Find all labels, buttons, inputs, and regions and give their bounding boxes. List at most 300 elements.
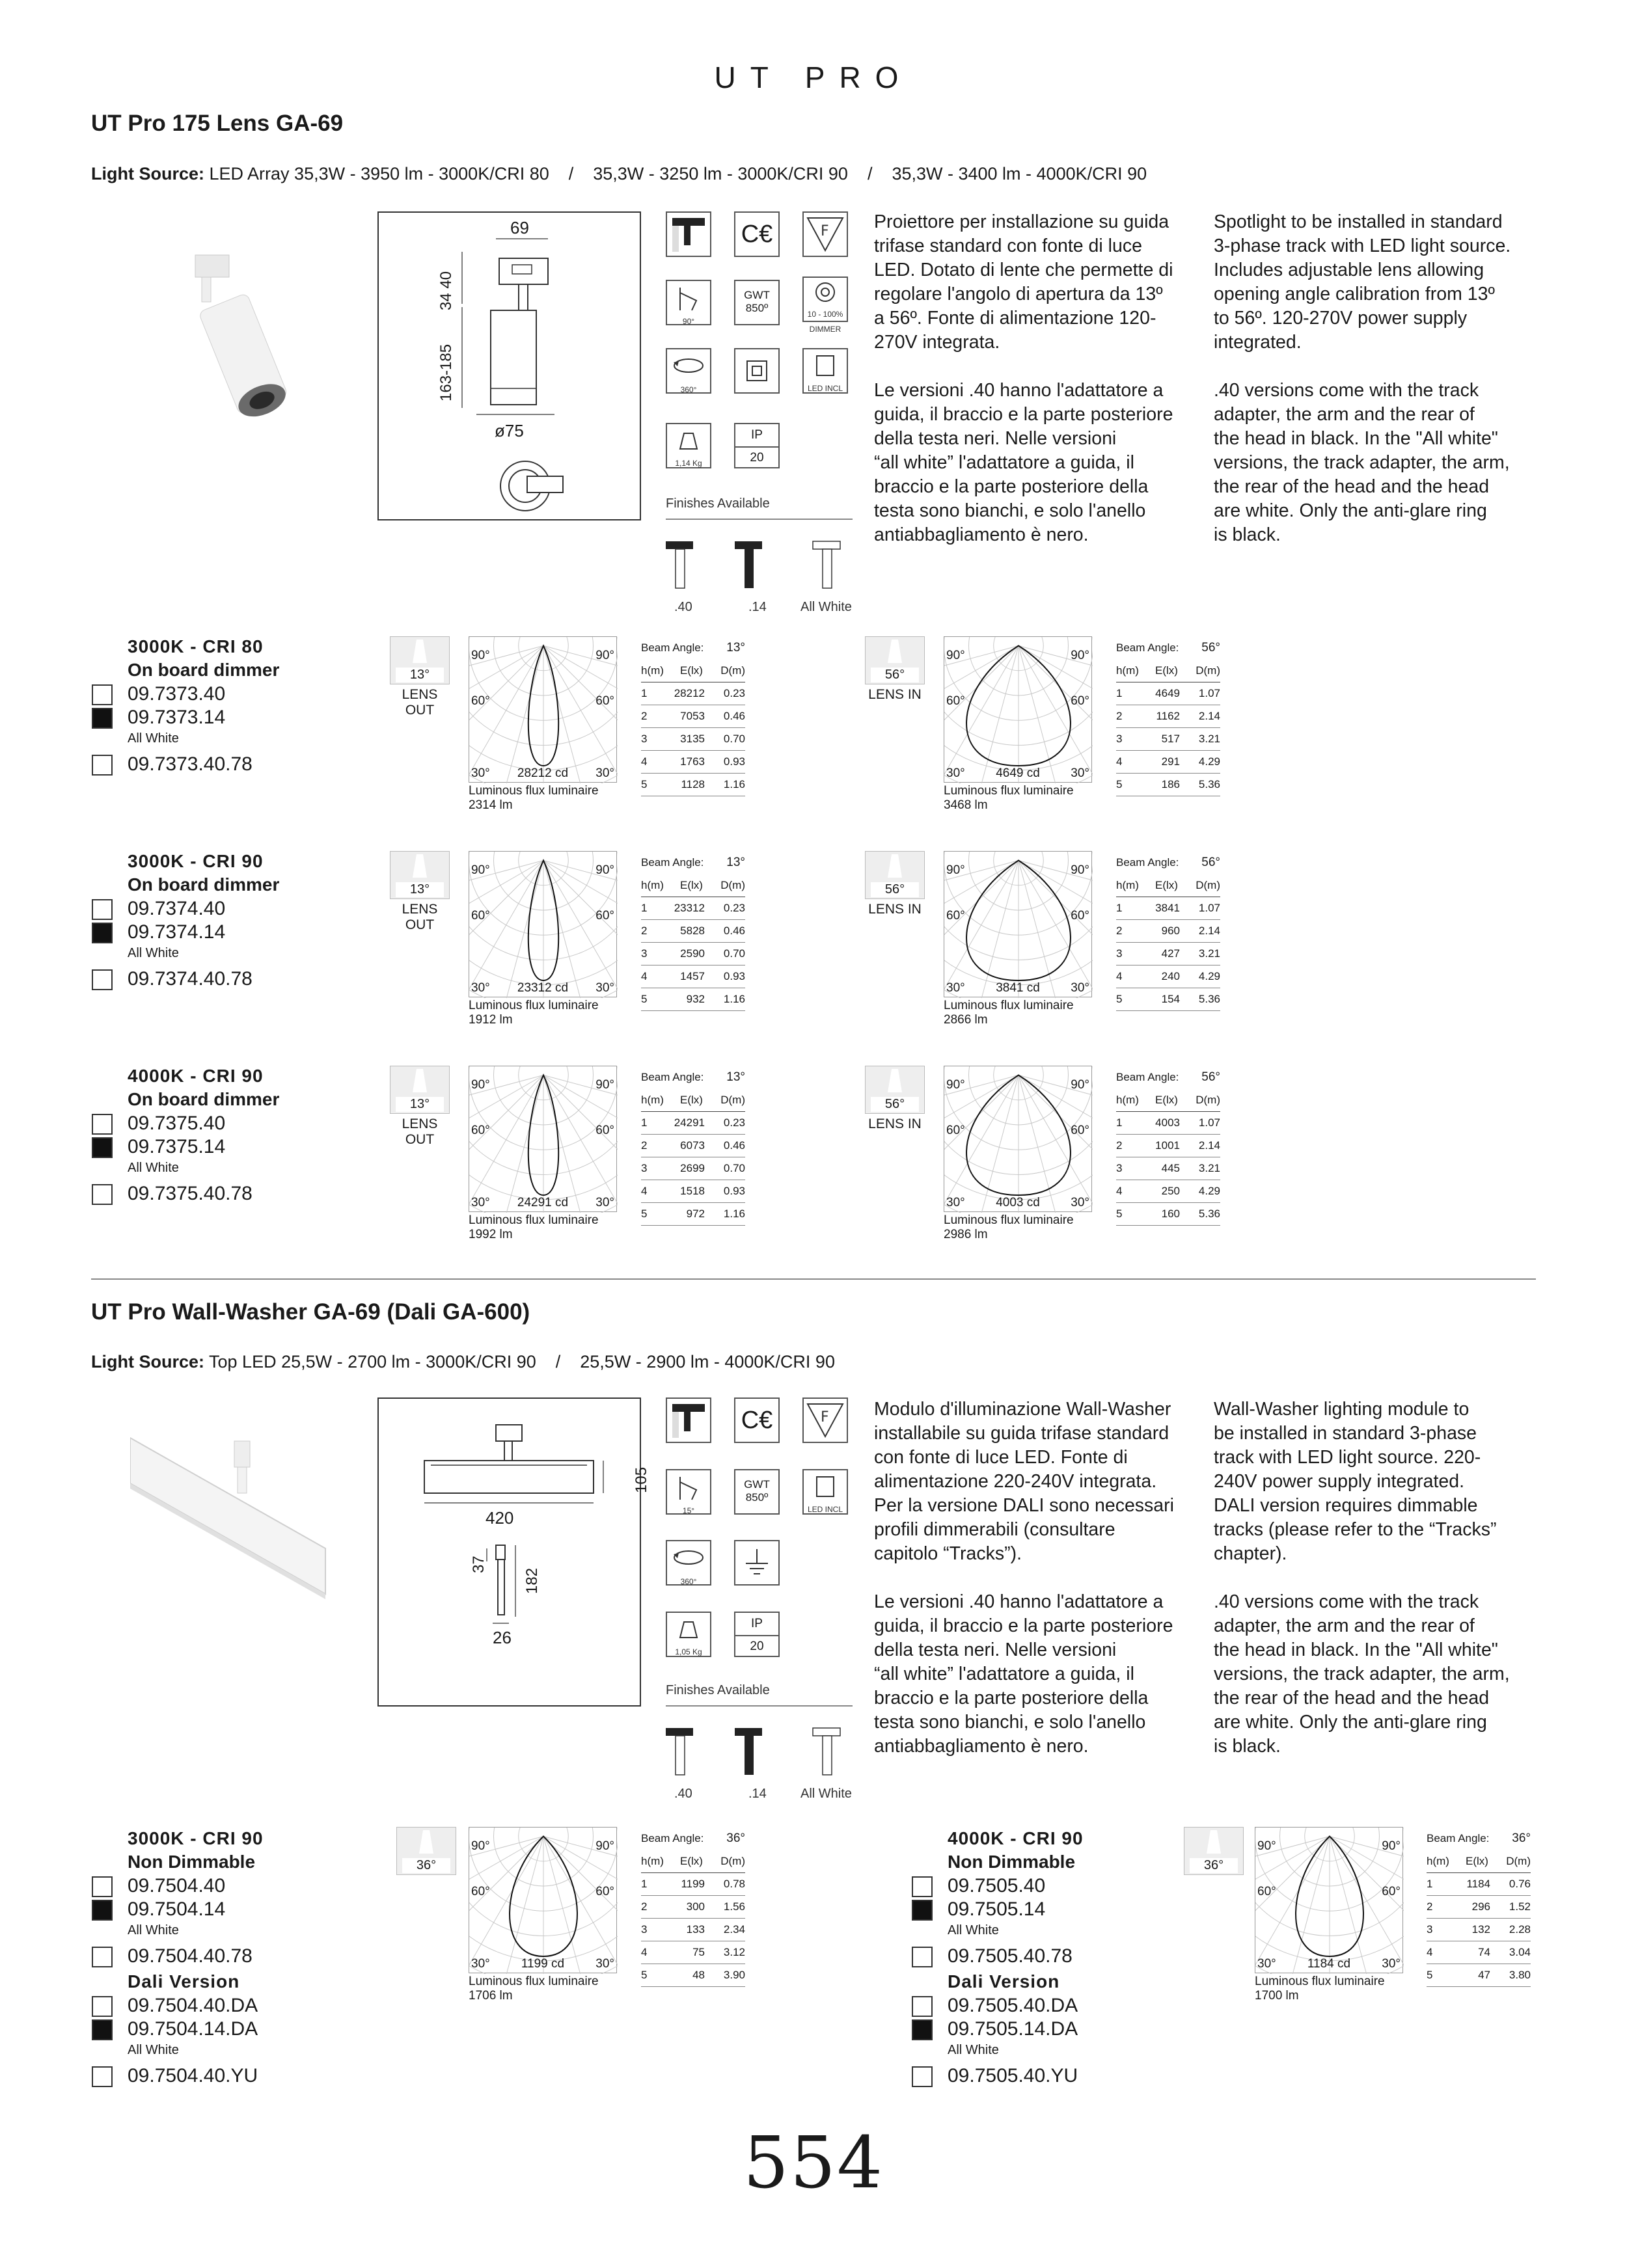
table-cell-h: 4 xyxy=(1116,755,1123,768)
table-cell-h: 5 xyxy=(1427,1969,1433,1981)
finish-checkbox[interactable] xyxy=(912,1996,933,2017)
table-row xyxy=(1116,1180,1220,1203)
polar-label-90-right: 90° xyxy=(595,863,614,877)
table-cell-e: 300 xyxy=(686,1900,705,1913)
table-cell-e: 240 xyxy=(1161,970,1180,982)
finish-checkbox[interactable] xyxy=(92,1947,113,1967)
table-cell-e: 24291 xyxy=(674,1116,705,1129)
table-cell-d: 1.16 xyxy=(723,778,745,790)
polar-label-30-right: 30° xyxy=(1071,981,1089,995)
table-cell-d: 3.80 xyxy=(1509,1969,1531,1981)
finish-checkbox[interactable] xyxy=(92,2019,113,2040)
polar-spoke xyxy=(543,646,618,784)
description-english: Spotlight to be installed in standard 3-phase track with LED light source. Includes adjustable lens allowing opening angle calibration from 13º to 56º. 120-270V power supply integrated. .40 versions come with the track adapter, the arm and the rear of the head in black. In the "All white" versions, the track adapter, the arm, the rear of the head and the head are white. Only the anti-glare ring is black. xyxy=(1214,211,1511,545)
polar-label-90-right: 90° xyxy=(1071,649,1089,662)
rotation-icon-2: 360° xyxy=(666,1540,711,1586)
table-cell-h: 4 xyxy=(641,970,648,982)
table-column-header: D(m) xyxy=(1506,1855,1531,1867)
table-cell-e: 427 xyxy=(1161,947,1180,960)
section-divider xyxy=(91,1278,1536,1280)
led-included-icon: LED INCL xyxy=(802,348,848,394)
finish-checkbox[interactable] xyxy=(92,708,113,729)
flux-label: Luminous flux luminaire xyxy=(944,1213,1074,1227)
table-row xyxy=(1427,1896,1531,1919)
table-cell-d: 1.07 xyxy=(1198,687,1220,699)
polar-label-30-right: 30° xyxy=(595,981,614,995)
polar-diagram xyxy=(944,1066,1092,1212)
product-code-all-white: 09.7504.40.YU xyxy=(128,2065,258,2086)
table-header xyxy=(641,874,745,897)
beam-angle-row xyxy=(641,851,745,874)
finish-checkbox[interactable] xyxy=(92,899,113,920)
all-white-label: All White xyxy=(128,1161,179,1175)
product-subtitle: On board dimmer xyxy=(128,874,280,895)
table-column-header: h(m) xyxy=(641,879,664,891)
table-cell-d: 0.78 xyxy=(723,1878,745,1890)
finish-checkbox[interactable] xyxy=(912,1876,933,1897)
beam-table xyxy=(641,1066,745,1226)
product-code-all-white: 09.7374.40.78 xyxy=(128,968,253,990)
finishes-divider xyxy=(666,519,853,520)
lens-indicator xyxy=(387,1066,452,1148)
lens-label: LENS IN xyxy=(868,902,922,917)
table-row xyxy=(641,1112,745,1135)
table-row xyxy=(641,1157,745,1180)
flux-value: 2866 lm xyxy=(944,1013,988,1027)
finish-checkbox[interactable] xyxy=(92,969,113,990)
finish-checkbox[interactable] xyxy=(912,2019,933,2040)
product-code: 09.7504.40 xyxy=(128,1875,226,1897)
table-cell-d: 0.93 xyxy=(723,970,745,982)
finish-white: All White xyxy=(800,600,852,614)
table-cell-e: 48 xyxy=(692,1969,705,1981)
finish-checkbox[interactable] xyxy=(92,684,113,705)
product-code: 09.7375.40 xyxy=(128,1113,226,1134)
table-cell-e: 1763 xyxy=(680,755,705,768)
table-cell-e: 296 xyxy=(1471,1900,1490,1913)
table-row xyxy=(641,943,745,965)
dimmer-icon: 10 - 100% DIMMER xyxy=(802,277,848,335)
polar-diagram xyxy=(469,1066,617,1212)
ip-rating-icon-2: IP 20 xyxy=(734,1612,780,1657)
table-row xyxy=(1116,897,1220,920)
dim-total: 182 xyxy=(523,1567,541,1594)
product-title: 4000K - CRI 90 xyxy=(948,1828,1084,1848)
table-row xyxy=(641,965,745,988)
peak-intensity: 1184 cd xyxy=(1307,1957,1351,1971)
finish-checkbox[interactable] xyxy=(92,1114,113,1135)
table-cell-e: 4003 xyxy=(1155,1116,1180,1129)
table-row xyxy=(641,1135,745,1157)
table-cell-d: 5.36 xyxy=(1198,1208,1220,1220)
flux-value: 2986 lm xyxy=(944,1228,988,1241)
product-code: 09.7505.40.DA xyxy=(948,1995,1078,2016)
table-cell-h: 4 xyxy=(641,755,648,768)
product-code: 09.7505.14.DA xyxy=(948,2018,1078,2040)
table-cell-h: 5 xyxy=(1116,1208,1123,1220)
polar-spoke xyxy=(469,646,543,784)
table-cell-d: 0.93 xyxy=(723,1185,745,1197)
lens-angle: 13° xyxy=(396,668,444,682)
polar-spoke xyxy=(469,1075,543,1213)
finish-checkbox[interactable] xyxy=(912,1947,933,1967)
table-cell-d: 3.04 xyxy=(1509,1946,1531,1958)
polar-spoke xyxy=(1330,1837,1375,1975)
table-row xyxy=(641,988,745,1011)
table-column-header: D(m) xyxy=(1196,1094,1220,1106)
table-cell-h: 2 xyxy=(1116,710,1123,722)
lens-cone-icon xyxy=(866,852,924,884)
product-code-all-white: 09.7505.40.78 xyxy=(948,1945,1073,1967)
table-row xyxy=(641,1941,745,1964)
polar-spoke xyxy=(543,1075,618,1213)
finish-checkbox[interactable] xyxy=(92,1996,113,2017)
table-cell-e: 1162 xyxy=(1156,710,1180,722)
lens-indicator xyxy=(862,851,927,917)
finish-checkbox[interactable] xyxy=(92,923,113,943)
finish-checkbox[interactable] xyxy=(92,1876,113,1897)
table-cell-d: 1.07 xyxy=(1198,902,1220,914)
polar-label-60-right: 60° xyxy=(1382,1885,1401,1898)
table-cell-d: 5.36 xyxy=(1198,778,1220,790)
table-column-header: D(m) xyxy=(1196,664,1220,677)
lens-label: LENS IN xyxy=(868,687,922,702)
lens-angle: 56° xyxy=(871,1097,919,1112)
table-column-header: D(m) xyxy=(720,664,745,677)
beam-angle-label: Beam Angle: xyxy=(641,1071,704,1083)
table-cell-h: 1 xyxy=(641,1878,648,1890)
table-cell-e: 5828 xyxy=(680,925,705,937)
table-row xyxy=(1116,1203,1220,1226)
product-code: 09.7374.14 xyxy=(128,921,226,943)
flux-value: 3468 lm xyxy=(944,798,988,812)
polar-label-30-left: 30° xyxy=(1257,1957,1276,1971)
table-cell-d: 1.07 xyxy=(1198,1116,1220,1129)
finishes-swatches-2 xyxy=(666,1725,855,1777)
all-white-label: All White xyxy=(948,2043,999,2057)
beam-angle-value: 56° xyxy=(1201,641,1220,655)
polar-spoke xyxy=(1330,1837,1404,1975)
table-cell-h: 2 xyxy=(1116,925,1123,937)
table-row xyxy=(1427,1941,1531,1964)
finish-checkbox[interactable] xyxy=(92,2066,113,2087)
all-white-label: All White xyxy=(128,1923,179,1937)
table-row xyxy=(641,1180,745,1203)
polar-label-30-right: 30° xyxy=(1382,1957,1401,1971)
table-header xyxy=(1427,1850,1531,1873)
beam-angle-value: 36° xyxy=(1512,1831,1531,1845)
gwt-icon-2: GWT 850º xyxy=(734,1469,780,1515)
polar-label-90-right: 90° xyxy=(595,1078,614,1092)
peak-intensity: 24291 cd xyxy=(517,1196,569,1209)
lens-angle: 56° xyxy=(871,882,919,897)
table-row xyxy=(641,682,745,705)
table-cell-d: 2.34 xyxy=(723,1923,745,1936)
table-cell-d: 4.29 xyxy=(1198,1185,1220,1197)
all-white-label: All White xyxy=(128,2043,179,2057)
product-subtitle: On board dimmer xyxy=(128,1089,280,1109)
finish-checkbox[interactable] xyxy=(912,2066,933,2087)
table-cell-d: 0.46 xyxy=(723,1139,745,1152)
table-column-header: h(m) xyxy=(1427,1855,1449,1867)
table-cell-h: 3 xyxy=(1427,1923,1433,1936)
lens-label: LENS IN xyxy=(868,1116,922,1131)
table-column-header: D(m) xyxy=(720,1094,745,1106)
lens-indicator xyxy=(862,1066,927,1132)
table-cell-e: 960 xyxy=(1161,925,1180,937)
polar-label-90-left: 90° xyxy=(946,863,965,877)
table-row xyxy=(641,897,745,920)
table-cell-e: 6073 xyxy=(680,1139,705,1152)
table-cell-h: 1 xyxy=(641,1116,648,1129)
lens-indicator xyxy=(1181,1827,1246,1875)
brand-title: UT PRO xyxy=(714,61,913,94)
product-code: 09.7374.40 xyxy=(128,898,226,919)
finish-checkbox[interactable] xyxy=(92,1137,113,1158)
polar-label-60-right: 60° xyxy=(1071,694,1089,708)
polar-spoke xyxy=(498,1837,543,1975)
polar-label-90-left: 90° xyxy=(471,863,490,877)
product-title: Dali Version xyxy=(128,1971,240,1991)
polar-label-30-left: 30° xyxy=(471,766,490,780)
luminous-flux xyxy=(944,1213,1074,1242)
table-column-header: E(lx) xyxy=(1466,1855,1488,1867)
table-cell-d: 0.46 xyxy=(723,710,745,722)
finishes-label: Finishes Available xyxy=(666,496,770,511)
polar-label-90-left: 90° xyxy=(1257,1839,1276,1853)
lens-label: LENS OUT xyxy=(402,687,438,718)
class-icon xyxy=(734,348,780,394)
flux-label: Luminous flux luminaire xyxy=(469,1975,599,1988)
polar-label-30-right: 30° xyxy=(595,1196,614,1209)
table-cell-e: 3135 xyxy=(680,733,705,745)
peak-intensity: 1199 cd xyxy=(521,1957,565,1971)
luminous-flux xyxy=(469,1213,599,1242)
table-cell-e: 932 xyxy=(686,993,705,1005)
table-cell-h: 4 xyxy=(1116,1185,1123,1197)
polar-label-30-left: 30° xyxy=(471,1957,490,1971)
table-column-header: h(m) xyxy=(641,1855,664,1867)
description-english-2: Wall-Washer lighting module to be installed in standard 3-phase track with LED light source. 220- 240V power supply integrated. DALI version requires dimmable tracks (please refer to the “Tracks” chapter). .40 versions come with the track adapter, the arm and the rear of the head in black. In the "All white" versions, the track adapter, the arm, the rear of the head and the head are white. Only the anti-glare ring is black. xyxy=(1214,1399,1510,1757)
table-row xyxy=(1116,705,1220,728)
polar-label-30-left: 30° xyxy=(471,981,490,995)
polar-label-90-left: 90° xyxy=(471,1078,490,1092)
lens-cone-icon xyxy=(390,852,449,884)
table-row xyxy=(1116,728,1220,751)
table-cell-e: 23312 xyxy=(674,902,705,914)
f-mark-icon xyxy=(802,211,848,257)
table-cell-d: 1.16 xyxy=(723,993,745,1005)
lens-label: LENS OUT xyxy=(402,1116,438,1147)
polar-label-30-right: 30° xyxy=(595,766,614,780)
peak-intensity: 3841 cd xyxy=(996,981,1040,995)
table-row xyxy=(641,728,745,751)
table-cell-e: 4649 xyxy=(1155,687,1180,699)
table-row xyxy=(1427,1919,1531,1941)
polar-label-90-right: 90° xyxy=(1071,1078,1089,1092)
table-cell-e: 28212 xyxy=(674,687,705,699)
lens-cone-icon xyxy=(390,637,449,669)
table-cell-h: 1 xyxy=(1116,687,1123,699)
polar-label-60-left: 60° xyxy=(946,909,965,923)
flux-value: 1706 lm xyxy=(469,1989,513,2003)
beam-angle-label: Beam Angle: xyxy=(1427,1832,1490,1844)
table-cell-e: 75 xyxy=(692,1946,705,1958)
finish-checkbox[interactable] xyxy=(912,1900,933,1921)
table-column-header: E(lx) xyxy=(1155,1094,1178,1106)
polar-diagram xyxy=(469,851,617,997)
table-cell-d: 3.21 xyxy=(1198,947,1220,960)
beam-angle-row xyxy=(641,1827,745,1850)
table-cell-d: 5.36 xyxy=(1198,993,1220,1005)
dim-h1: 34 40 xyxy=(437,271,455,310)
beam-angle-value: 13° xyxy=(726,641,745,655)
lens-cone-icon xyxy=(397,1828,456,1860)
table-cell-e: 3841 xyxy=(1155,902,1180,914)
polar-label-60-right: 60° xyxy=(1071,909,1089,923)
polar-label-60-right: 60° xyxy=(595,909,614,923)
table-cell-e: 154 xyxy=(1161,993,1180,1005)
beam-angle-value: 13° xyxy=(726,1070,745,1084)
product-subtitle: Non Dimmable xyxy=(948,1852,1076,1872)
table-column-header: h(m) xyxy=(641,1094,664,1106)
polar-label-60-left: 60° xyxy=(946,1124,965,1137)
table-cell-h: 3 xyxy=(641,947,648,960)
polar-label-60-left: 60° xyxy=(471,1885,490,1898)
product-code-all-white: 09.7504.40.78 xyxy=(128,1945,253,1967)
table-cell-e: 2699 xyxy=(680,1162,705,1174)
ip-rating-icon: IP 20 xyxy=(734,423,780,468)
table-column-header: E(lx) xyxy=(1155,664,1178,677)
polar-spoke xyxy=(944,861,1019,999)
table-cell-e: 291 xyxy=(1161,755,1180,768)
lens-cone-icon xyxy=(866,637,924,669)
table-row xyxy=(1427,1964,1531,1987)
beam-angle-value: 36° xyxy=(726,1831,745,1845)
table-row xyxy=(1116,774,1220,796)
beam-angle-row xyxy=(641,1066,745,1089)
table-cell-h: 4 xyxy=(641,1946,648,1958)
finishes-swatches xyxy=(666,539,855,591)
beam-table xyxy=(1116,851,1220,1011)
polar-label-60-right: 60° xyxy=(595,694,614,708)
lens-indicator xyxy=(862,636,927,703)
table-column-header: E(lx) xyxy=(680,664,703,677)
table-cell-d: 1.52 xyxy=(1509,1900,1531,1913)
lens-icon xyxy=(390,1066,450,1114)
technical-drawing-wallwasher xyxy=(377,1397,650,1707)
polar-label-30-left: 30° xyxy=(946,981,965,995)
flux-label: Luminous flux luminaire xyxy=(944,784,1074,798)
luminous-flux xyxy=(1255,1975,1385,2003)
polar-spoke xyxy=(944,646,1019,784)
tilt-angle-icon-2: 15° xyxy=(666,1469,711,1515)
product-code: 09.7373.14 xyxy=(128,707,226,728)
track-icon-2 xyxy=(666,1397,711,1443)
table-header xyxy=(641,660,745,682)
table-cell-h: 2 xyxy=(1116,1139,1123,1152)
table-cell-h: 3 xyxy=(641,733,648,745)
table-cell-e: 1518 xyxy=(680,1185,705,1197)
polar-diagram xyxy=(944,851,1092,997)
product-code-all-white: 09.7505.40.YU xyxy=(948,2065,1078,2086)
table-cell-e: 1199 xyxy=(681,1878,705,1890)
lens-icon xyxy=(865,636,925,684)
table-cell-h: 5 xyxy=(641,993,648,1005)
table-cell-e: 132 xyxy=(1471,1923,1490,1936)
product-photo-wallwasher xyxy=(130,1431,338,1600)
page-number: 554 xyxy=(743,2121,884,2204)
beam-angle-row xyxy=(1116,636,1220,660)
polar-label-30-right: 30° xyxy=(595,1957,614,1971)
technical-drawing-spotlight xyxy=(377,211,641,520)
lens-angle: 36° xyxy=(402,1858,450,1873)
lens-cone-icon xyxy=(1184,1828,1243,1860)
beam-table xyxy=(1116,636,1220,796)
beam-angle-label: Beam Angle: xyxy=(1116,641,1179,654)
luminous-flux xyxy=(469,1975,599,2003)
lens-icon xyxy=(865,1066,925,1114)
table-cell-h: 4 xyxy=(1116,970,1123,982)
product-code: 09.7505.40 xyxy=(948,1875,1046,1897)
beam-angle-row xyxy=(1427,1827,1531,1850)
table-cell-h: 5 xyxy=(1116,778,1123,790)
description-italian-2: Modulo d'illuminazione Wall-Washer installabile su guida trifase standard con fonte di luce LED. Fonte di alimentazione 220-240V integrata. Per la versione DALI sono necessari profili dimmerabili (consultare capitolo “Tracks”). Le versioni .40 hanno l'adattatore a guida, il braccio e la parte posteriore della testa neri. Nelle versioni “all white” l'adattatore a guida, il braccio e la parte posteriore della testa sono bianchi, e solo l'anello antiabbagliamento è nero. xyxy=(874,1399,1174,1757)
polar-diagram xyxy=(469,1827,617,1973)
table-cell-e: 7053 xyxy=(680,710,705,722)
tilt-angle-icon: 90° xyxy=(666,280,711,325)
table-cell-e: 47 xyxy=(1478,1969,1490,1981)
polar-label-90-right: 90° xyxy=(1071,863,1089,877)
flux-label: Luminous flux luminaire xyxy=(1255,1975,1385,1988)
polar-label-60-right: 60° xyxy=(1071,1124,1089,1137)
table-header xyxy=(1116,660,1220,682)
lens-angle: 13° xyxy=(396,1097,444,1112)
polar-spoke xyxy=(543,861,618,999)
polar-label-60-left: 60° xyxy=(1257,1885,1276,1898)
table-cell-h: 5 xyxy=(641,1208,648,1220)
product-subtitle: On board dimmer xyxy=(128,660,280,680)
polar-spoke xyxy=(1019,861,1093,999)
beam-table xyxy=(1427,1827,1531,1987)
dim-diameter: ø75 xyxy=(495,421,524,440)
table-cell-d: 2.28 xyxy=(1509,1923,1531,1936)
peak-intensity: 4003 cd xyxy=(996,1196,1040,1209)
polar-label-90-right: 90° xyxy=(595,649,614,662)
product-code: 09.7504.14 xyxy=(128,1898,226,1920)
finish-checkbox[interactable] xyxy=(92,1184,113,1205)
dim-arm: 37 xyxy=(470,1556,487,1573)
table-header xyxy=(641,1850,745,1873)
table-cell-h: 3 xyxy=(1116,733,1123,745)
lens-label: LENS OUT xyxy=(402,902,438,932)
table-cell-d: 1.16 xyxy=(723,1208,745,1220)
polar-label-60-left: 60° xyxy=(471,1124,490,1137)
flux-label: Luminous flux luminaire xyxy=(469,1213,599,1227)
table-cell-e: 250 xyxy=(1161,1185,1180,1197)
finish-checkbox[interactable] xyxy=(92,755,113,776)
table-cell-h: 1 xyxy=(1116,1116,1123,1129)
table-column-header: D(m) xyxy=(1196,879,1220,891)
table-cell-d: 0.46 xyxy=(723,925,745,937)
product-subtitle: Non Dimmable xyxy=(128,1852,256,1872)
finish-checkbox[interactable] xyxy=(92,1900,113,1921)
flux-label: Luminous flux luminaire xyxy=(469,784,599,798)
lens-icon xyxy=(865,851,925,899)
flux-value: 1992 lm xyxy=(469,1228,513,1241)
table-cell-d: 0.23 xyxy=(723,902,745,914)
luminous-flux xyxy=(944,999,1074,1027)
